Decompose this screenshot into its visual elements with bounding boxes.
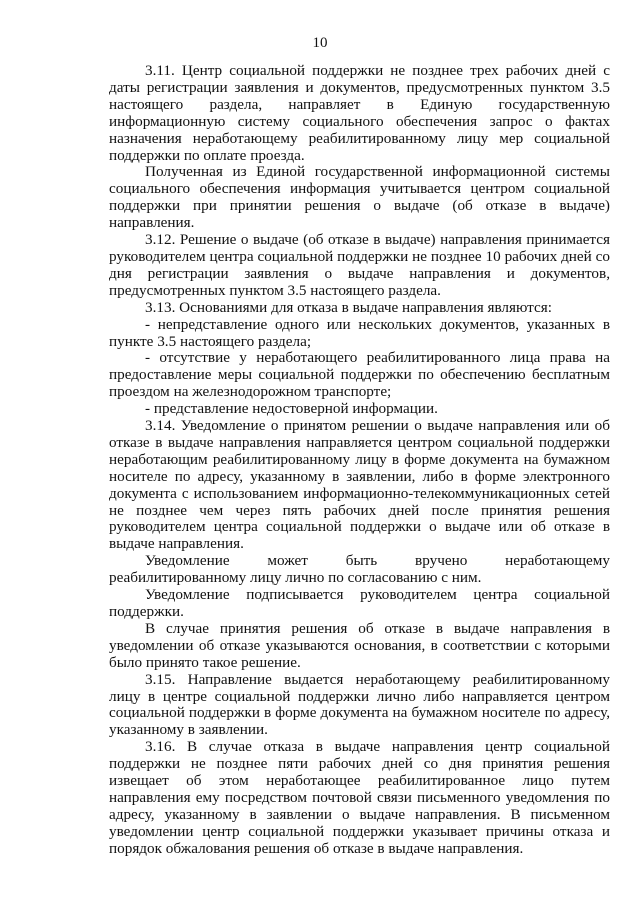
paragraph-3-13: 3.13. Основаниями для отказа в выдаче направления являются: bbox=[145, 298, 552, 316]
paragraph-3-15: 3.15. Направление выдается неработающему реабилитированному лицу в центре социальной поддержки лично либо направляется центром социальной поддержки в форме документа на бумажном носителе по адресу, указанному в заявлении. bbox=[109, 670, 610, 739]
paragraph-3-11: 3.11. Центр социальной поддержки не позднее трех рабочих дней с даты регистрации заявления и документов, предусмотренных пунктом 3.5 настоящего раздела, направляет в Единую государственную информационную систему социального обеспечения запрос о фактах назначения неработающему реабилитированному лицу мер социальной поддержки по оплате проезда. bbox=[109, 62, 610, 164]
paragraph-3-14: 3.14. Уведомление о принятом решении о выдаче направления или об отказе в выдаче направления направляется центром социальной поддержки неработающим реабилитированному лицу в форме документа на бумажном носителе по адресу, указанному в заявлении, либо в форме электронного документа с использованием информационно-телекоммуникационных сетей не позднее чем через пять рабочих дней после принятия решения руководителем центра социальной поддержки о выдаче или об отказе в выдаче направления. bbox=[109, 417, 610, 553]
document-body bbox=[109, 63, 610, 858]
paragraph-3-14-refusal: В случае принятия решения об отказе в выдаче направления в уведомлении об отказе указываются основания, в соответствии с которыми было принято такое решение. bbox=[109, 619, 610, 671]
paragraph-3-14-delivery: Уведомление может быть вручено неработающему реабилитированному лицу лично по согласованию с ним. bbox=[109, 552, 610, 587]
list-item-refusal-1: - непредставление одного или нескольких документов, указанных в пункте 3.5 настоящего раздела; bbox=[109, 315, 610, 350]
page-number: 10 bbox=[312, 35, 328, 51]
paragraph-3-16: 3.16. В случае отказа в выдаче направления центр социальной поддержки не позднее пяти рабочих дней со дня принятия решения извещает об этом неработающее реабилитированное лицо путем направления ему посредством почтовой связи письменного уведомления по адресу, указанному в заявлении о выдаче направления. В письменном уведомлении центр социальной поддержки указывает причины отказа и порядок обжалования решения об отказе в выдаче направления. bbox=[109, 738, 610, 857]
paragraph-3-14-signature: Уведомление подписывается руководителем центра социальной поддержки. bbox=[109, 586, 610, 620]
list-item-refusal-3: - представление недостоверной информации. bbox=[145, 400, 438, 418]
paragraph-3-12: 3.12. Решение о выдаче (об отказе в выдаче) направления принимается руководителем центра социальной поддержки не позднее 10 рабочих дней со дня регистрации заявления о выдаче направления и документов, предусмотренных пунктом 3.5 настоящего раздела. bbox=[109, 231, 610, 299]
paragraph-3-11-note: Полученная из Единой государственной информационной системы социального обеспечения информация учитывается центром социальной поддержки при принятии решения о выдаче (об отказе в выдаче) направления. bbox=[109, 163, 610, 232]
list-item-refusal-2: - отсутствие у неработающего реабилитированного лица права на предоставление меры социальной поддержки по обеспечению бесплатным проездом на железнодорожном транспорте; bbox=[109, 349, 610, 401]
